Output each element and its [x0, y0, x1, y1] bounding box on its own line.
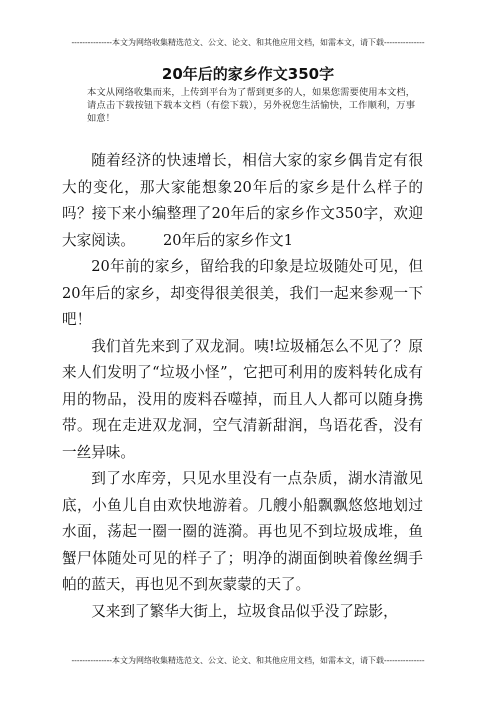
page-footer-banner: ---------------本文为网络收集精选范文、公文、论文、和其他应用文档，如需本文，请下载---------------: [71, 656, 425, 665]
paragraph-4: 到了水库旁，只见水里没有一点杂质，湖水清澈见底，小鱼儿自由欢快地游着。几艘小船飘飘悠悠地划过水面，荡起一圈一圈的涟漪。再也见不到垃圾成堆，鱼蟹尸体随处可见的样子了；明净的湖面倒映着像丝绸手帕的蓝天，再也见不到灰蒙蒙的天了。: [62, 470, 423, 593]
paragraph-5: 又来到了繁华大街上，垃圾食品似乎没了踪影，: [91, 602, 398, 620]
section-heading: 20年后的家乡作文1: [162, 231, 293, 249]
document-title: 20年后的家乡作文350字: [161, 65, 335, 83]
paragraph-2: 20年前的家乡，留给我的印象是垃圾随处可见，但20年后的家乡，却变得很美很美，我们一起来参观一下吧！: [62, 258, 423, 328]
intro-note: 本文从网络收集而来，上传到平台为了帮到更多的人，如果您需要使用本文档，请点击下载按钮下载本文档（有偿下载），另外祝您生活愉快，工作顺利，万事如意！: [87, 87, 415, 124]
paragraph-1: [62, 148, 423, 254]
paragraph-3: 我们首先来到了双龙洞。咦!垃圾桶怎么不见了？原来人们发明了“垃圾小怪”，它把可利用的废料转化成有用的物品，没用的废料吞噬掉，而且人人都可以随身携带。现在走进双龙洞，空气清新甜润，鸟语花香，没有一丝异味。: [62, 337, 423, 461]
page-header-banner: ---------------本文为网络收集精选范文、公文、论文、和其他应用文档，如需本文，请下载---------------: [71, 38, 425, 47]
paragraph-1-text: 随着经济的快速增长，相信大家的家乡偶肯定有很大的变化，那大家能想象20年后的家乡是什么样子的吗？接下来小编整理了20年后的家乡作文350字，欢迎大家阅读。: [62, 152, 423, 249]
article-body: [62, 148, 423, 625]
